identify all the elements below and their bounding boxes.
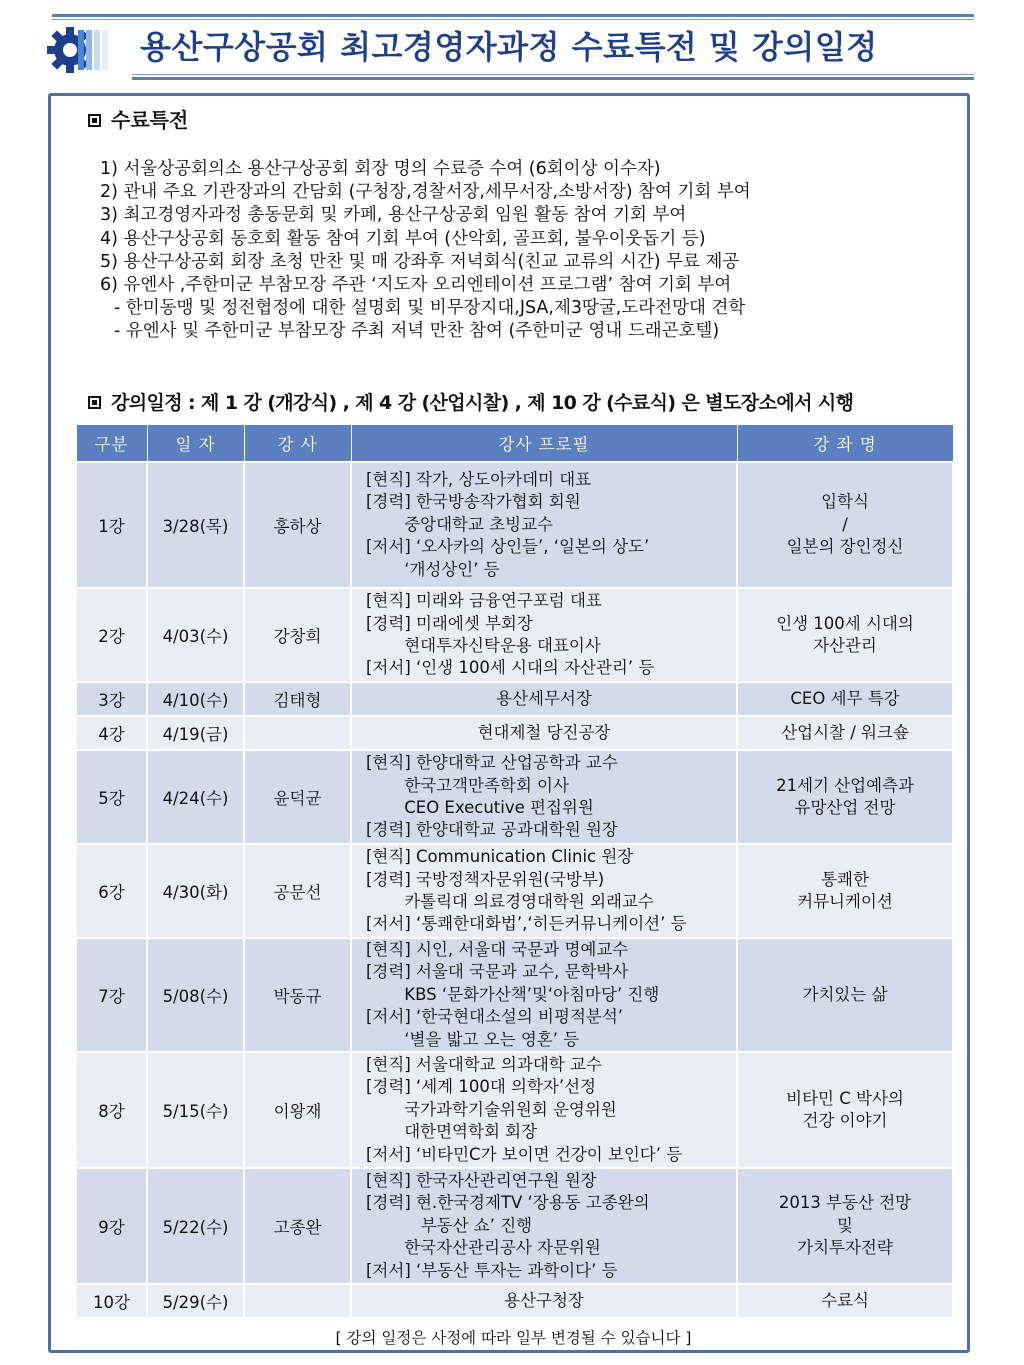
header-rule-top-thin [52,19,974,20]
table-row [76,1052,953,1168]
lecture-number: 5강 [76,750,147,844]
profile-line: [현직] 한양대학교 산업공학과 교수 [366,753,618,773]
profile-line: [현직] 작가, 상도아카데미 대표 [366,469,592,489]
profile-line: [저서] ‘인생 100세 시대의 자산관리’ 등 [366,658,655,678]
lecturer-name [244,716,351,750]
lecturer-profile [351,750,737,844]
benefit-item: 6) 유엔사 ,주한미군 부참모장 주관 ‘지도자 오리엔테이션 프로그램’ 참여 기회 부여 [100,275,732,296]
lecturer-name: 박동규 [244,938,351,1052]
profile-line: 용산세무서장 [496,688,592,708]
course-title-line: 수료식 [821,1290,869,1310]
course-title [737,462,953,588]
lecturer-name [244,1284,351,1318]
column-header: 구분 [76,425,147,463]
profile-line: 현대제철 당진공장 [477,722,611,742]
schedule-heading [88,388,853,415]
lecturer-profile [351,1168,737,1284]
lecture-date: 4/19(금) [147,716,244,750]
lecture-date: 3/28(목) [147,462,244,588]
profile-line: KBS ‘문화가산책’및‘아침마당’ 진행 [366,984,660,1004]
profile-line: [저서] ‘통쾌한대화법’,‘히든커뮤니케이션’ 등 [366,914,687,934]
course-title [737,588,953,682]
benefit-sub-item: - 한미동맹 및 정전협정에 대한 설명회 및 비무장지대,JSA,제3땅굴,도라전망대 견학 [114,298,746,319]
lecturer-name: 고종완 [244,1168,351,1284]
course-title [737,1168,953,1284]
lecturer-profile [351,462,737,588]
column-header: 일 자 [147,425,244,463]
lecture-date: 5/08(수) [147,938,244,1052]
profile-line: [저서] ‘한국현대소설의 비평적분석’ [366,1007,623,1027]
profile-line: 국가과학기술위원회 운영위원 [366,1099,617,1119]
profile-line: [경력] 미래에셋 부회장 [366,613,533,633]
course-title-line: 건강 이야기 [802,1111,888,1131]
course-title-line: 가치있는 삶 [802,984,888,1004]
course-title-line: 자산관리 [813,636,877,655]
table-row [76,462,953,588]
table-row [76,716,953,750]
profile-line: ‘별을 밟고 오는 영혼’ 등 [366,1029,580,1049]
course-title-line: 21세기 산업예측과 [776,775,914,795]
schedule-table [75,424,954,1319]
course-title [737,716,953,750]
course-title-line: 입학식 [821,492,869,512]
benefits-list [100,158,960,344]
lecture-number: 2강 [76,588,147,682]
profile-line: 대한면역학회 회장 [366,1122,538,1142]
column-header: 강사 프로필 [351,425,737,463]
course-title-line: CEO 세무 특강 [790,688,900,708]
square-bullet-icon [88,114,101,127]
profile-line: [경력] 서울대 국문과 교수, 문학박사 [366,962,629,982]
benefit-item: 3) 최고경영자과정 총동문회 및 카페, 용산구상공회 임원 활동 참여 기회 부여 [100,205,687,226]
course-title [737,682,953,716]
table-header-row [76,425,953,463]
lecture-number: 7강 [76,938,147,1052]
column-header: 강 좌 명 [737,425,953,463]
course-title-line: 비타민 C 박사의 [786,1088,904,1108]
lecture-date: 4/24(수) [147,750,244,844]
course-title-line: 및 [837,1215,853,1235]
table-row [76,938,953,1052]
profile-line: [경력] 한국방송작가협회 회원 [366,492,581,512]
profile-line: [저서] ‘오사카의 상인들’, ‘일본의 상도’ [366,537,650,557]
course-title [737,1052,953,1168]
benefit-item: 1) 서울상공회의소 용산구상공회 회장 명의 수료증 수여 (6회이상 이수자) [100,159,661,179]
lecturer-name: 공문선 [244,844,351,938]
lecturer-profile [351,588,737,682]
course-title [737,1284,953,1318]
course-title [737,844,953,938]
lecture-number: 4강 [76,716,147,750]
lecture-date: 4/10(수) [147,682,244,716]
profile-line: CEO Executive 편집위원 [366,798,594,817]
lecture-date: 5/22(수) [147,1168,244,1284]
course-title-line: 가치투자전략 [797,1238,893,1258]
course-title [737,750,953,844]
profile-line: 중앙대학교 초빙교수 [366,514,553,534]
table-row [76,1284,953,1318]
lecturer-profile [351,716,737,750]
benefit-sub-item: - 유엔사 및 주한미군 부참모장 주최 저녁 만찬 참여 (주한미군 영내 드래곤호텔) [114,321,720,342]
lecturer-name: 이왕재 [244,1052,351,1168]
page-title: 용산구상공회 최고경영자과정 수료특전 및 강의일정 [140,28,878,66]
table-row [76,750,953,844]
profile-line: [저서] ‘비타민C가 보이면 건강이 보인다’ 등 [366,1144,683,1164]
course-title-line: 유망산업 전망 [794,798,896,817]
profile-line: [현직] Communication Clinic 원장 [366,847,634,867]
profile-line: ‘개성상인’ 등 [366,559,500,579]
course-title-line: 커뮤니케이션 [797,892,893,911]
column-header: 강 사 [244,425,351,463]
course-title-line: 인생 100세 시대의 [776,613,914,633]
benefit-item: 5) 용산구상공회 회장 초청 만찬 및 매 강좌후 저녁회식(친교 교류의 시간) 무료 제공 [100,251,740,272]
benefits-heading [88,104,188,133]
profile-line: [경력] 국방정책자문위원(국방부) [366,869,605,889]
course-title-line: 일본의 장인정신 [786,537,904,557]
lecturer-profile [351,682,737,716]
lecture-number: 8강 [76,1052,147,1168]
lecturer-name: 김태형 [244,682,351,716]
course-title-line: / [842,514,848,534]
header-rule-bottom-thin [132,74,974,75]
table-row [76,588,953,682]
profile-line: [현직] 서울대학교 의과대학 교수 [366,1055,602,1075]
lecturer-name: 홍하상 [244,462,351,588]
profile-line: 용산구청장 [504,1290,584,1310]
profile-line: 부동산 쇼’ 진행 [366,1215,533,1235]
lecture-date: 4/03(수) [147,588,244,682]
benefits-heading-text: 수료특전 [111,108,189,132]
lecturer-profile [351,1284,737,1318]
lecturer-profile [351,938,737,1052]
header-rule-top [52,14,974,17]
table-row [76,844,953,938]
profile-line: [현직] 한국자산관리연구원 원장 [366,1171,597,1191]
profile-line: [경력] 현.한국경제TV ‘장용동 고종완의 [366,1193,650,1213]
lecturer-name: 윤덕균 [244,750,351,844]
square-bullet-icon [88,396,101,409]
lecture-number: 6강 [76,844,147,938]
header-rule-bottom [132,77,974,80]
lecture-number: 9강 [76,1168,147,1284]
profile-line: [경력] ‘세계 100대 의학자’선정 [366,1077,596,1097]
course-title-line: 산업시찰 / 워크숖 [781,722,909,742]
schedule-footnote: [ 강의 일정은 사정에 따라 일부 변경될 수 있습니다 ] [335,1329,692,1347]
lecture-number: 10강 [76,1284,147,1318]
lecture-date: 5/15(수) [147,1052,244,1168]
course-title-line: 통쾌한 [821,869,869,889]
lecture-number: 3강 [76,682,147,716]
table-row [76,682,953,716]
profile-line: 카톨릭대 의료경영대학원 외래교수 [366,892,654,911]
course-title [737,938,953,1052]
gear-logo-icon [44,22,124,78]
profile-line: 한국자산관리공사 자문위원 [366,1238,601,1258]
lecturer-profile [351,1052,737,1168]
profile-line: 한국고객만족학회 이사 [366,775,569,795]
benefit-item: 2) 관내 주요 기관장과의 간담회 (구청장,경찰서장,세무서장,소방서장) 참여 기회 부여 [100,182,751,203]
schedule-heading-text: 강의일정 : 제 1 강 (개강식) , 제 4 강 (산업시찰) , 제 10 강 (수료식) 은 별도장소에서 시행 [111,392,854,414]
profile-line: [현직] 시인, 서울대 국문과 명예교수 [366,940,629,959]
benefit-item: 4) 용산구상공회 동호회 활동 참여 기회 부여 (산악회, 골프회, 불우이웃돕기 등) [100,228,706,249]
profile-line: [현직] 미래와 금융연구포럼 대표 [366,591,602,611]
lecture-number: 1강 [76,462,147,588]
profile-line: [저서] ‘부동산 투자는 과학이다’ 등 [366,1260,618,1280]
course-title-line: 2013 부동산 전망 [778,1193,912,1213]
lecture-date: 4/30(화) [147,844,244,938]
table-row [76,1168,953,1284]
lecture-date: 5/29(수) [147,1284,244,1318]
lecturer-profile [351,844,737,938]
profile-line: [경력] 한양대학교 공과대학원 원장 [366,820,618,840]
profile-line: 현대투자신탁운용 대표이사 [366,636,601,655]
lecturer-name: 강창희 [244,588,351,682]
